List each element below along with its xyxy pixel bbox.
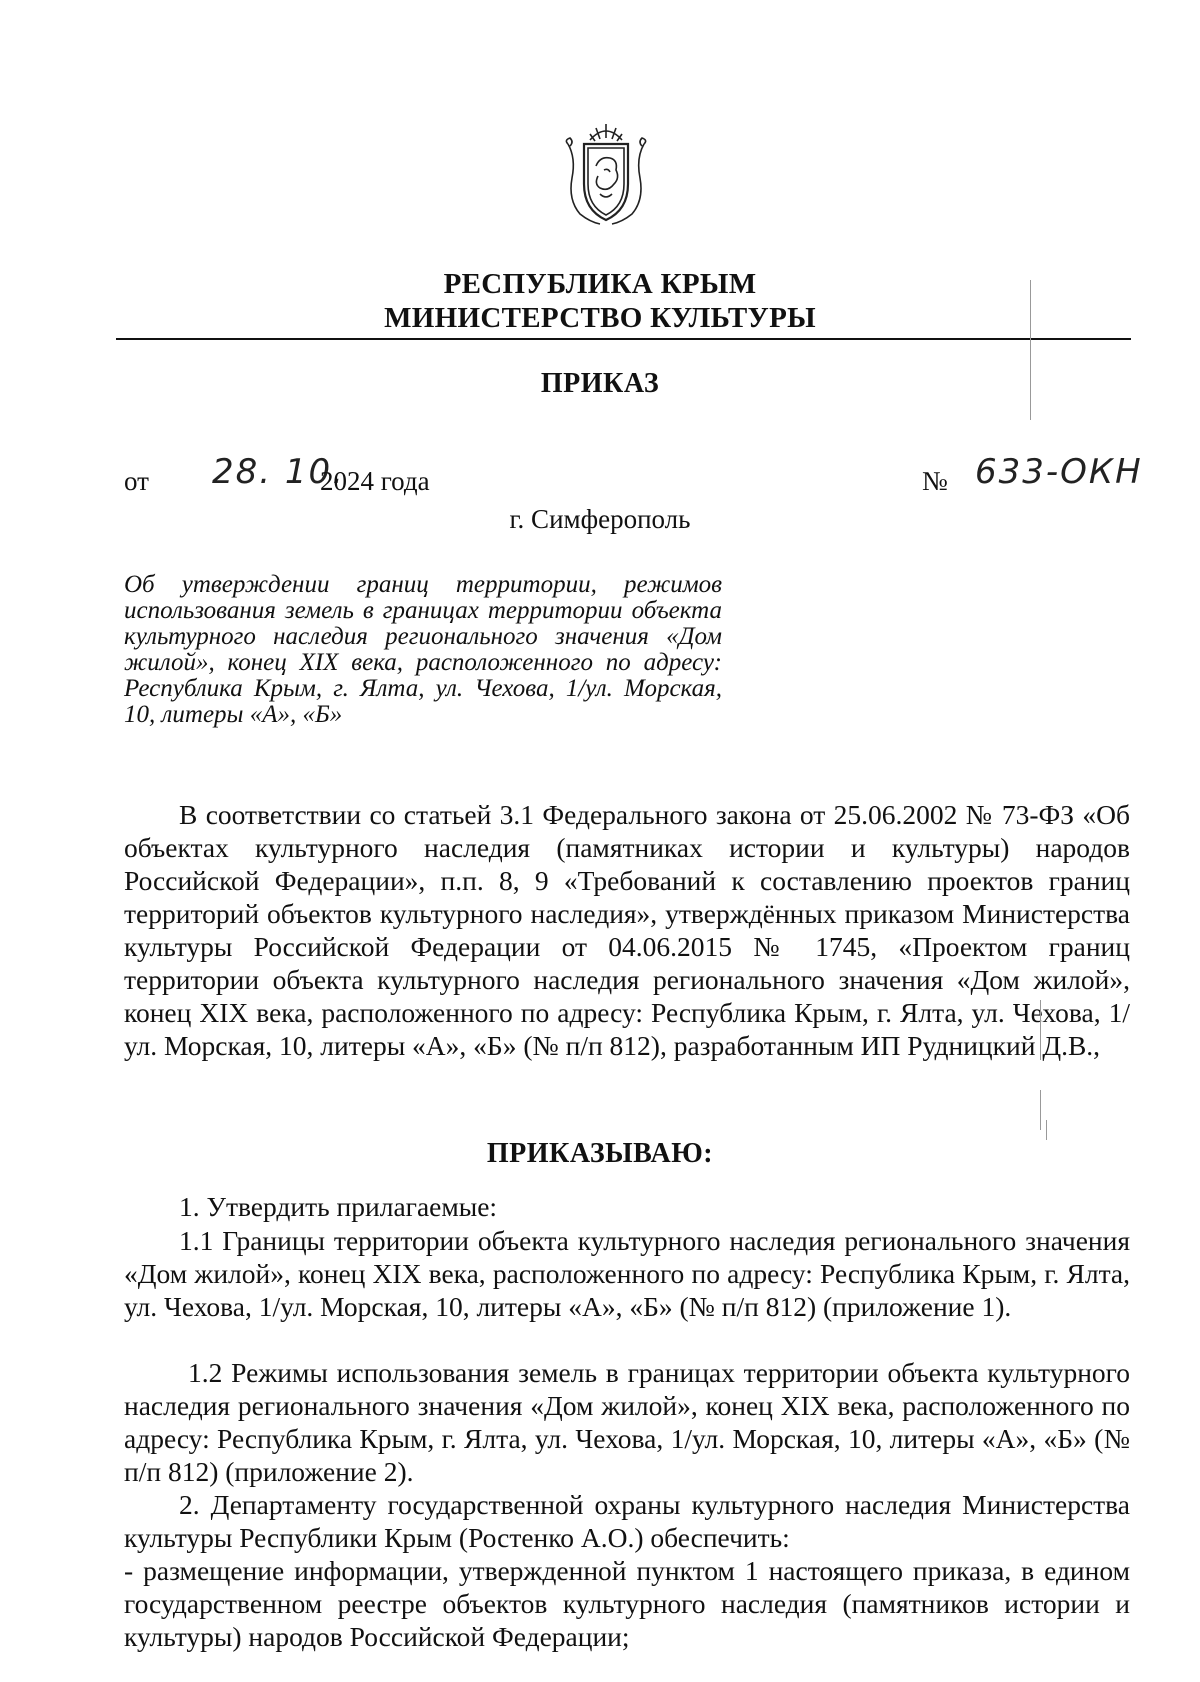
item-1-2: 1.2 Режимы использования земель в границах территории объекта культурного наследия регионального значения «Дом жилой», конец XIX века, расположенного по адресу: Республика Крым, г. Ялта, ул. Чехова, 1/ул. Морская, 10, литеры «А», «Б» (№ п/п 812) (приложение 2). [124, 1357, 1130, 1487]
scan-fold-mark [1040, 1000, 1041, 1060]
scan-fold-mark [1046, 1120, 1047, 1140]
item-2: 2. Департаменту государственной охраны культурного наследия Министерства культуры Республики Крым (Ростенко А.О.) обеспечить: [124, 1489, 1130, 1553]
item-1: 1. Утвердить прилагаемые: [179, 1191, 498, 1222]
preamble-paragraph: В соответствии со статьей 3.1 Федерального закона от 25.06.2002 № 73-ФЗ «Об объектах культурного наследия (памятниках истории и культуры) народов Российской Федерации», п.п. 8, 9 «Требований к составлению проектов границ территорий объектов культурного наследия», утверждённых приказом Министерства культуры Российской Федерации от 04.06.2015 № 1745, «Проектом границ территории объекта культурного наследия регионального значения «Дом жилой», конец XIX века, расположенного по адресу: Республика Крым, г. Ялта, ул. Чехова, 1/ул. Морская, 10, литеры «А», «Б» (№ п/п 812), разработанным ИП Рудницкий Д.В., [124, 799, 1130, 1061]
date-year: 2024 года [320, 466, 430, 496]
item-2-bullet: - размещение информации, утвержденной пунктом 1 настоящего приказа, в едином государственном реестре объектов культурного наследия (памятников истории и культуры) народов Российской Федерации; [124, 1555, 1130, 1652]
header-republic: РЕСПУБЛИКА КРЫМ [443, 268, 757, 300]
header-ministry: МИНИСТЕРСТВО КУЛЬТУРЫ [384, 302, 816, 334]
order-subject: Об утверждении границ территории, режимов использования земель в границах территории объекта культурного наследия регионального значения «Дом жилой», конец XIX века, расположенного по адресу: Республика Крым, г. Ялта, ул. Чехова, 1/ул. Морская, 10, литеры «А», «Б» [124, 571, 722, 728]
handwritten-date: 28. 10. [212, 452, 345, 492]
header-divider [116, 338, 1131, 340]
number-sign: № [922, 466, 948, 496]
order-verb: ПРИКАЗЫВАЮ: [486, 1138, 714, 1169]
date-prefix: от [124, 466, 149, 496]
handwritten-order-number: 633-ОКН [975, 452, 1143, 492]
crimea-coat-of-arms-icon [560, 118, 652, 230]
scan-fold-mark [1040, 1090, 1041, 1130]
scan-fold-mark [1030, 280, 1031, 420]
city: г. Симферополь [509, 504, 691, 534]
item-1-1: 1.1 Границы территории объекта культурного наследия регионального значения «Дом жилой», конец XIX века, расположенного по адресу: Республика Крым, г. Ялта, ул. Чехова, 1/ул. Морская, 10, литеры «А», «Б» (№ п/п 812) (приложение 1). [124, 1225, 1130, 1322]
order-title: ПРИКАЗ [540, 368, 660, 399]
